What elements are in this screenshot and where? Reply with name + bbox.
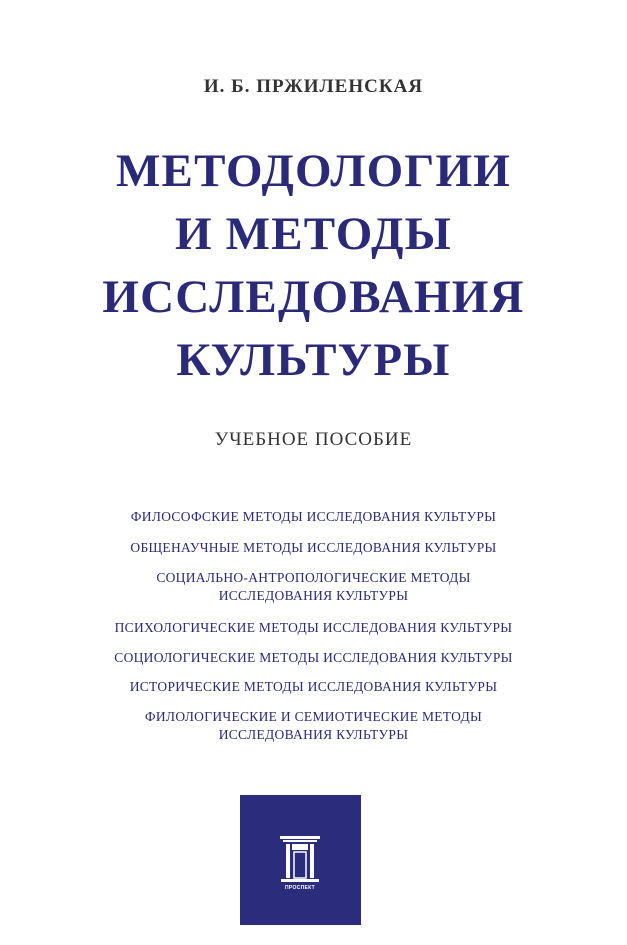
topic-line: СОЦИОЛОГИЧЕСКИЕ МЕТОДЫ ИССЛЕДОВАНИЯ КУЛЬТУРЫ	[114, 650, 513, 665]
title-line: МЕТОДОЛОГИИ	[115, 145, 511, 197]
topic-item	[0, 508, 627, 526]
topic-line: ИССЛЕДОВАНИЯ КУЛЬТУРЫ	[218, 588, 409, 603]
topic-item	[0, 539, 627, 557]
topic-line: ИССЛЕДОВАНИЯ КУЛЬТУРЫ	[218, 727, 409, 742]
topic-line: ФИЛОСОФСКИЕ МЕТОДЫ ИССЛЕДОВАНИЯ КУЛЬТУРЫ	[130, 509, 497, 524]
topic-item	[0, 619, 627, 637]
topic-item	[0, 678, 627, 696]
book-subtitle: УЧЕБНОЕ ПОСОБИЕ	[214, 429, 413, 450]
publisher-building-logo-icon	[277, 834, 323, 884]
topic-line: ПСИХОЛОГИЧЕСКИЕ МЕТОДЫ ИССЛЕДОВАНИЯ КУЛЬТУРЫ	[114, 620, 513, 635]
topic-line: ИСТОРИЧЕСКИЕ МЕТОДЫ ИССЛЕДОВАНИЯ КУЛЬТУРЫ	[129, 679, 498, 694]
topic-item	[0, 708, 627, 744]
title-line: ИССЛЕДОВАНИЯ	[102, 271, 525, 323]
book-title	[0, 140, 627, 392]
title-line: КУЛЬТУРЫ	[176, 334, 451, 386]
topic-line: СОЦИАЛЬНО-АНТРОПОЛОГИЧЕСКИЕ МЕТОДЫ	[156, 570, 471, 585]
topic-item	[0, 569, 627, 605]
author-name: И. Б. ПРЖИЛЕНСКАЯ	[203, 76, 424, 97]
title-line: И МЕТОДЫ	[174, 208, 453, 260]
topic-line: ОБЩЕНАУЧНЫЕ МЕТОДЫ ИССЛЕДОВАНИЯ КУЛЬТУРЫ	[130, 540, 497, 555]
topic-line: ФИЛОЛОГИЧЕСКИЕ И СЕМИОТИЧЕСКИЕ МЕТОДЫ	[144, 709, 483, 724]
topic-item	[0, 649, 627, 667]
publisher-name: ПРОСПЕКТ	[285, 885, 315, 891]
